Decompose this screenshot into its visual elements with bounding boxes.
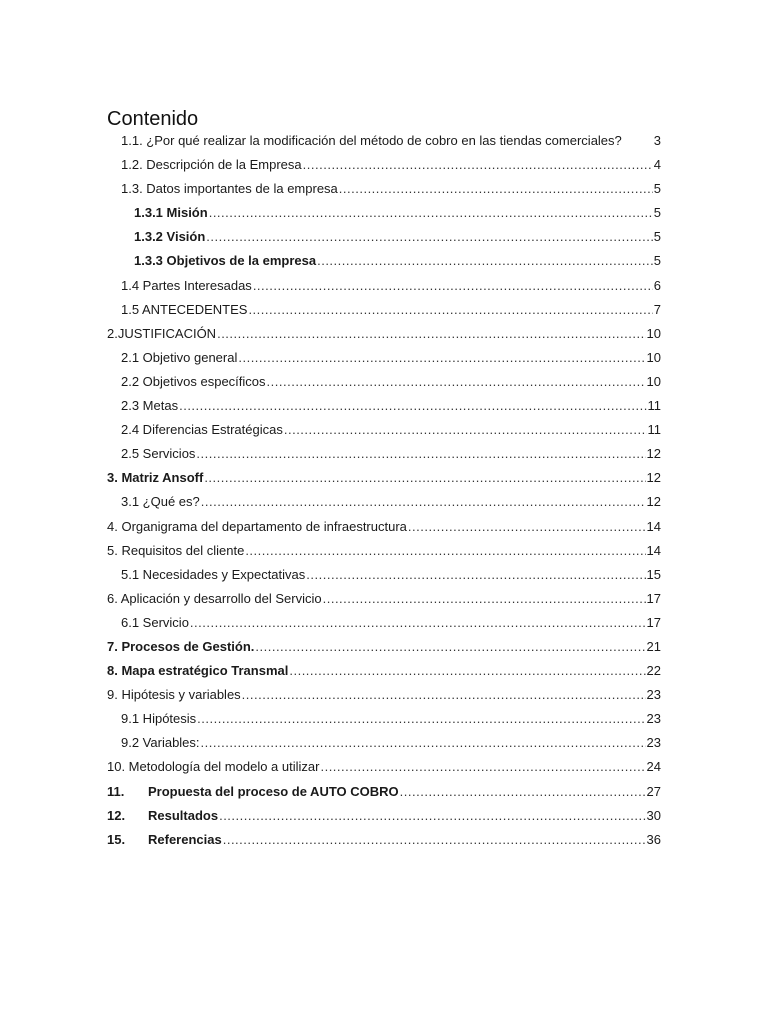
toc-entry[interactable] [0,201,768,225]
toc-entry-page-number: 7 [653,301,661,317]
toc-entry-page-number: 5 [653,205,661,221]
toc-entry-row [121,274,768,298]
toc-entry[interactable] [0,683,768,707]
toc-entry[interactable] [0,225,768,249]
toc-leader-dots [197,707,645,731]
toc-entry[interactable] [0,322,768,346]
toc-entry-row [107,755,768,779]
toc-entry-page-number: 11 [647,398,661,414]
toc-entry[interactable] [0,659,768,683]
toc-leader-dots [303,153,653,177]
toc-entry[interactable] [0,828,768,852]
toc-entry-label: Propuesta del proceso de AUTO COBRO [148,783,399,799]
toc-entry-label: 2.5 Servicios [121,446,196,462]
toc-entry[interactable] [0,804,768,828]
toc-entry[interactable] [0,539,768,563]
toc-leader-dots [204,466,645,490]
toc-entry-label: 9.2 Variables: [121,735,200,751]
toc-entry-row [107,635,768,659]
toc-entry[interactable] [0,249,768,273]
toc-entry-label: 1.4 Partes Interesadas [121,277,252,293]
toc-entry-row [107,659,768,683]
toc-entry-row [134,201,768,225]
toc-entry-label: 2.4 Diferencias Estratégicas [121,422,283,438]
toc-leader-dots [190,611,646,635]
toc-entry-page-number: 17 [646,614,661,630]
toc-entry-row [121,153,768,177]
toc-leader-dots [267,370,646,394]
toc-entry-row [121,346,768,370]
toc-leader-dots [323,587,646,611]
toc-entry-label: 10. Metodología del modelo a utilizar [107,759,320,775]
toc-entry-page-number: 5 [653,229,661,245]
toc-entry-row [107,780,768,804]
toc-entry-row [121,611,768,635]
toc-entry-row [121,563,768,587]
toc-entry-row [121,129,768,153]
toc-leader-dots [408,515,646,539]
toc-leader-dots [253,274,653,298]
toc-entry-row [107,466,768,490]
toc-entry-row [121,370,768,394]
toc-entry-label: 2.1 Objetivo general [121,349,238,365]
toc-leader-dots [289,659,645,683]
toc-entry-label: 9. Hipótesis y variables [107,687,241,703]
toc-entry-page-number: 10 [646,373,661,389]
toc-entry-label: 1.3.1 Misión [134,205,208,221]
toc-entry-row [107,804,768,828]
toc-entry-label: 6.1 Servicio [121,614,189,630]
toc-entry-label: 2.JUSTIFICACIÓN [107,325,217,341]
toc-entry-page-number: 12 [646,470,661,486]
toc-entry-page-number: 4 [653,157,661,173]
toc-entry[interactable] [0,394,768,418]
toc-entry-label: Referencias [148,831,222,847]
toc-leader-dots [400,780,646,804]
toc-entry[interactable] [0,587,768,611]
toc-entry-label: 9.1 Hipótesis [121,711,197,727]
toc-entry-page-number: 23 [646,687,661,703]
toc-entry-row [134,225,768,249]
toc-entry[interactable] [0,731,768,755]
toc-entry[interactable] [0,563,768,587]
toc-entry-row [121,442,768,466]
toc-entry-page-number: 12 [646,494,661,510]
toc-entry-label: 5. Requisitos del cliente [107,542,245,558]
toc-entry[interactable] [0,418,768,442]
toc-entry-label: 1.3.2 Visión [134,229,206,245]
toc-entry-page-number: 22 [646,663,661,679]
toc-entry[interactable] [0,755,768,779]
toc-entry-label: 1.5 ANTECEDENTES [121,301,248,317]
toc-entry-row [121,490,768,514]
toc-entry-row [121,418,768,442]
toc-entry-page-number: 24 [646,759,661,775]
toc-entry-row [121,707,768,731]
toc-entry-row [107,515,768,539]
toc-entry-label: 1.2. Descripción de la Empresa [121,157,302,173]
toc-leader-dots [242,683,646,707]
toc-entry[interactable] [0,177,768,201]
toc-entry-row [107,322,768,346]
toc-entry[interactable] [0,129,768,153]
toc-entry-row [107,587,768,611]
toc-entry-row [121,298,768,322]
toc-entry-label: 8. Mapa estratégico Transmal [107,663,289,679]
toc-entry-page-number: 3 [653,133,661,148]
toc-leader-dots [339,177,653,201]
toc-entry-page-number: 11 [647,422,661,438]
toc-entry-page-number: 23 [646,735,661,751]
toc-entry-page-number: 23 [646,711,661,727]
toc-entry-page-number: 5 [653,181,661,197]
toc-entry-page-number: 30 [646,807,661,823]
toc-entry-page-number: 27 [646,783,661,799]
toc-leader-dots [223,828,646,852]
toc-entry[interactable] [0,274,768,298]
toc-entry-number: 12. [107,807,126,823]
toc-entry-page-number: 14 [646,518,661,534]
toc-entry-label: 3. Matriz Ansoff [107,470,204,486]
toc-entry-page-number: 10 [646,325,661,341]
toc-entry-row [107,539,768,563]
toc-entry-page-number: 21 [646,638,661,654]
toc-entry-label: 3.1 ¿Qué es? [121,494,200,510]
toc-entry-row [121,394,768,418]
toc-entry[interactable] [0,153,768,177]
toc-entry-label: 2.2 Objetivos específicos [121,373,266,389]
toc-entry-page-number: 14 [646,542,661,558]
toc-entry[interactable] [0,490,768,514]
toc-leader-dots [206,225,652,249]
toc-entry-page-number: 36 [646,831,661,847]
toc-entry[interactable] [0,298,768,322]
toc-entry-row [134,249,768,273]
toc-entry-label: 6. Aplicación y desarrollo del Servicio [107,590,322,606]
toc-leader-dots [219,804,645,828]
toc-entry-label: 7. Procesos de Gestión. [107,638,255,654]
toc-entry-page-number: 6 [653,277,661,293]
toc-leader-dots [306,563,645,587]
toc-leader-dots [317,249,653,273]
toc-leader-dots [201,731,646,755]
toc-entry-label: 1.3.3 Objetivos de la empresa [134,253,317,269]
toc-entry[interactable] [0,515,768,539]
toc-leader-dots [238,346,645,370]
toc-entry-label: 4. Organigrama del departamento de infraestructura [107,518,407,534]
toc-entry-label: 2.3 Metas [121,398,179,414]
toc-entry-label: Resultados [148,807,219,823]
toc-entry-label: 5.1 Necesidades y Expectativas [121,566,306,582]
toc-entry-page-number: 17 [646,590,661,606]
toc-entry-label: 1.3. Datos importantes de la empresa [121,181,338,197]
toc-title: Contenido [107,108,199,130]
toc-entry[interactable] [0,707,768,731]
toc-leader-dots [248,298,652,322]
toc-leader-dots [255,635,645,659]
toc-entry-label: 1.1. ¿Por qué realizar la modificación del método de cobro en las tiendas comerciales? [121,133,622,148]
toc-entry[interactable] [0,370,768,394]
toc-entry-number: 15. [107,831,126,847]
toc-leader-dots [201,490,646,514]
toc-entry[interactable] [0,611,768,635]
toc-entry-page-number: 5 [653,253,661,269]
toc-entry-page-number: 12 [646,446,661,462]
toc-leader-dots [179,394,646,418]
toc-leader-dots [196,442,645,466]
toc-leader-dots [320,755,645,779]
toc-leader-dots [217,322,645,346]
toc-leader-dots [245,539,645,563]
toc-entry-row [121,731,768,755]
toc-list [0,129,768,852]
toc-leader-dots [209,201,653,225]
toc-entry-row [107,828,768,852]
toc-entry-row [107,683,768,707]
toc-entry-page-number: 15 [646,566,661,582]
toc-entry[interactable] [0,346,768,370]
toc-entry-number: 11. [107,783,125,799]
toc-entry[interactable] [0,635,768,659]
toc-entry[interactable] [0,442,768,466]
toc-entry[interactable] [0,466,768,490]
toc-entry[interactable] [0,780,768,804]
toc-entry-row [121,177,768,201]
toc-entry-page-number: 10 [646,349,661,365]
toc-leader-dots [284,418,647,442]
